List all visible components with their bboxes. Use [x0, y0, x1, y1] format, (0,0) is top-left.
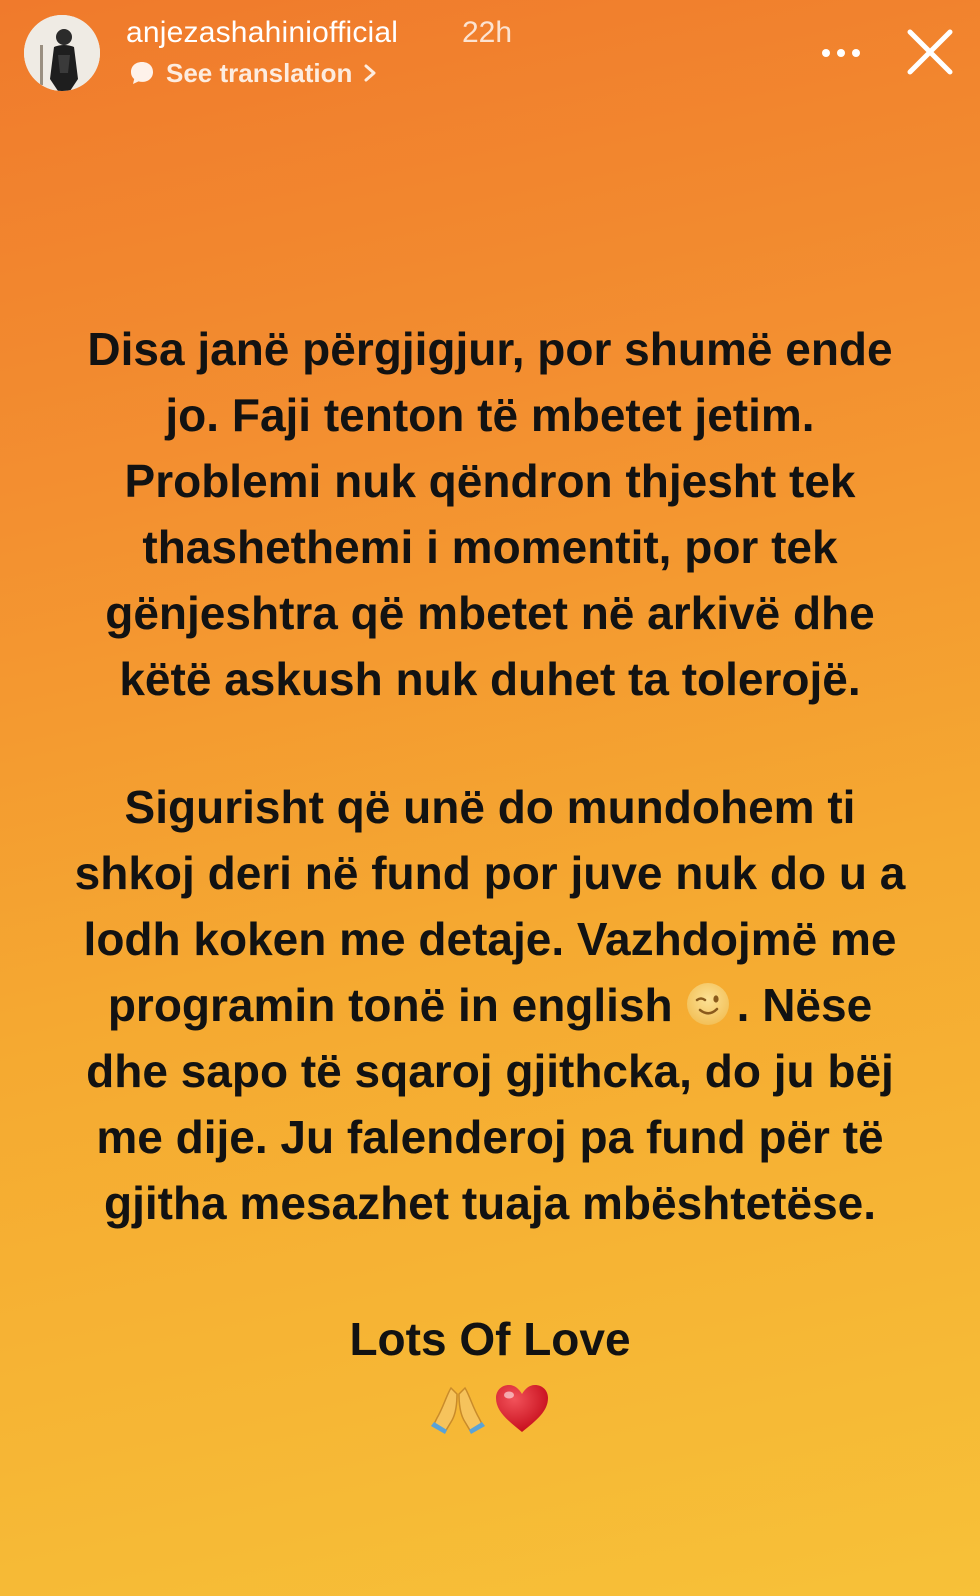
story-line: Disa janë përgjigjur, por shumë ende: [87, 323, 893, 375]
red-heart-emoji-icon: [493, 1382, 551, 1441]
story-header: [0, 0, 980, 110]
story-paragraph-2: [0, 774, 980, 1236]
speech-bubble-icon: [128, 59, 156, 87]
praying-hands-emoji-icon: [429, 1382, 487, 1441]
close-button[interactable]: [900, 22, 960, 82]
see-translation-link[interactable]: [128, 56, 378, 90]
wink-emoji-icon: [685, 978, 731, 1024]
more-options-icon: [818, 47, 864, 59]
story-line-with-emoji: [0, 972, 980, 1038]
story-line: thashethemi i momentit, por tek: [142, 521, 838, 573]
story-line: gjitha mesazhet tuaja mbështetëse.: [103, 1177, 877, 1229]
see-translation-label: See translation: [166, 57, 353, 88]
story-timestamp: 22h: [462, 16, 513, 49]
story-line: këtë askush nuk duhet ta tolerojë.: [119, 653, 861, 705]
story-line-part: . Nëse: [736, 979, 873, 1031]
close-icon: [900, 22, 960, 82]
sign-off-text: Lots Of Love: [349, 1313, 631, 1365]
story-line: shkoj deri në fund por juve nuk do u a: [74, 847, 906, 899]
story-line: jo. Faji tenton të mbetet jetim.: [165, 389, 815, 441]
emoji-row: [0, 1382, 980, 1441]
story-line: Sigurisht që unë do mundohem ti: [124, 781, 856, 833]
story-line-part: programin tonë in english: [107, 979, 673, 1031]
story-line: Problemi nuk qëndron thjesht tek: [124, 455, 856, 507]
story-line: lodh koken me detaje. Vazhdojmë me: [83, 913, 897, 965]
story-line: gënjeshtra që mbetet në arkivë dhe: [105, 587, 875, 639]
more-options-button[interactable]: [818, 30, 864, 76]
story-paragraph-1: [0, 316, 980, 712]
sign-off: [0, 1306, 980, 1372]
story-line: dhe sapo të sqaroj gjithcka, do ju bëj: [86, 1045, 894, 1097]
story-line: me dije. Ju falenderoj pa fund për të: [96, 1111, 884, 1163]
avatar[interactable]: [24, 15, 100, 91]
username[interactable]: anjezashahiniofficial: [126, 16, 399, 49]
chevron-right-icon: [362, 63, 378, 83]
